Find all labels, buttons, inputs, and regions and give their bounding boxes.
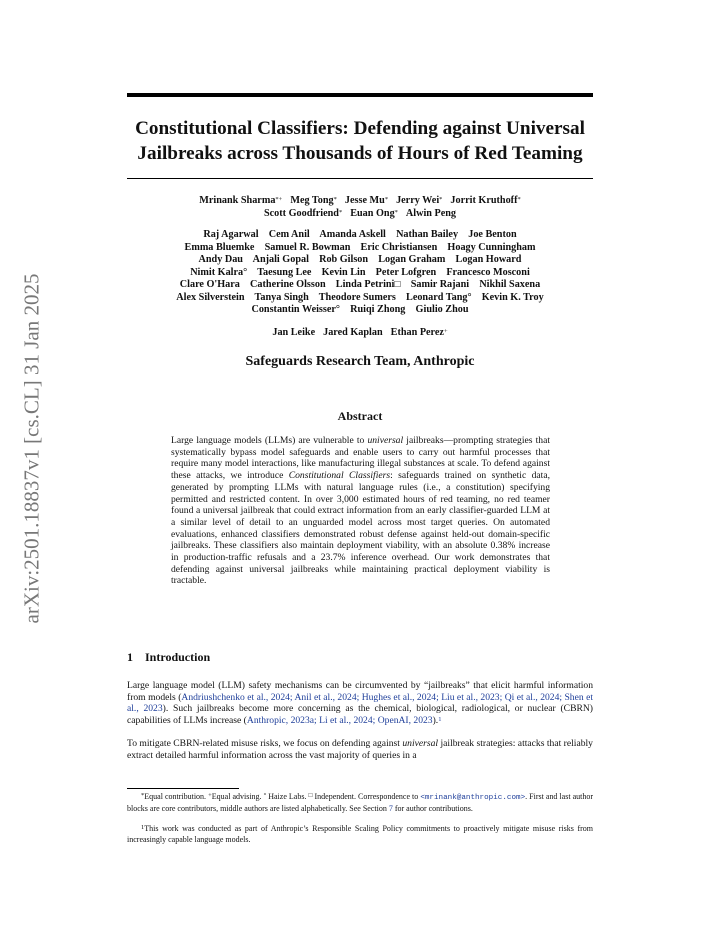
paper-title — [127, 116, 593, 166]
section-heading — [127, 650, 210, 665]
author-name: Jorrit Kruthoff* — [450, 195, 521, 206]
title-line-2: Jailbreaks across Thousands of Hours of Red Teaming — [137, 143, 583, 164]
intro-paragraph-2: To mitigate CBRN-related misuse risks, we focus on defending against universal jailbreak strategies: attacks that reliably extract detailed harmful information across the vast majority of queries in a — [127, 738, 593, 761]
affiliation-mark: * — [394, 208, 398, 216]
author-block-2 — [127, 229, 593, 317]
author-name: Jerry Wei* — [396, 195, 443, 206]
author-line: Raj Agarwal Cem Anil Amanda Askell Nathan Bailey Joe Benton — [203, 229, 517, 240]
affiliation-mark: *+ — [275, 196, 283, 203]
author-line: Constantin Weisser° Ruiqi Zhong Giulio Zhou — [251, 304, 469, 315]
author-line: Alex Silverstein Tanya Singh Theodore Sumers Leonard Tang° Kevin K. Troy — [176, 291, 544, 303]
section-title: Introduction — [145, 650, 211, 664]
author-line: Nimit Kalra° Taesung Lee Kevin Lin Peter Lofgren Francesco Mosconi — [190, 266, 530, 278]
author-block-3 — [127, 327, 593, 340]
affiliation-mark: * — [333, 196, 337, 203]
author-line: Clare O'Hara Catherine Olsson Linda Petrini□ Samir Rajani Nikhil Saxena — [179, 279, 541, 290]
author-block-1 — [127, 195, 593, 220]
author-line: Andy Dau Anjali Gopal Rob Gilson Logan Graham Logan Howard — [198, 254, 522, 265]
author-line — [127, 208, 593, 221]
affiliation-mark: * — [338, 208, 343, 216]
footnote-rule — [127, 788, 239, 789]
author-name: Meg Tong* — [290, 195, 337, 206]
affiliation-mark: * — [517, 196, 521, 203]
footnote-1: $^1$This work was conducted as part of Anthropic’s Responsible Scaling Policy commitments to proactively mitigate misuse risks from increasingly capable language models. — [127, 824, 593, 844]
affiliation-mark: * — [384, 196, 389, 203]
author-line — [127, 195, 593, 208]
abstract-body: Large language models (LLMs) are vulnerable to universal jailbreaks—prompting strategies that systematically bypass model safeguards and enable users to carry out harmful processes that require many model interactions, like manufacturing illegal substances at scale. To defend against these attacks, we introduce Constitutional Classifiers: safeguards trained on synthetic data, generated by prompting LLMs with natural language rules (i.e., a constitution) specifying permitted and restricted content. In over 3,000 estimated hours of red teaming, no red teamer found a universal jailbreak that could extract information from an early classifier-guarded LLM at a similar level of detail to an unguarded model across most target queries. On automated evaluations, enhanced classifiers demonstrated robust defense against held-out domain-specific jailbreaks. These classifiers also maintain deployment viability, with an absolute 0.38% increase in production-traffic refusals and a 23.7% inference overhead. Our work demonstrates that defending against universal jailbreaks while maintaining practical deployment viability is tractable. — [171, 435, 550, 587]
author-name: Scott Goodfriend* — [263, 207, 343, 219]
author-name: Jan Leike — [272, 327, 316, 338]
intro-paragraph-1: Large language model (LLM) safety mechanisms can be circumvented by “jailbreaks” that elicit harmful information from models (Andriushchenko et al., 2024; Anil et al., 2024; Hughes et al., 2024; Liu et al., 2023; Qi et al., 2024; Shen et al., 2023). Such jailbreaks become more concerning as the chemical, biological, radiological, or nuclear (CBRN) capabilities of LLMs increase (Anthropic, 2023a; Li et al., 2024; OpenAI, 2023).$^1$ — [127, 680, 593, 727]
abstract-heading: Abstract — [337, 409, 383, 423]
author-name: Mrinank Sharma*+ — [199, 195, 283, 206]
title-top-rule — [127, 93, 593, 97]
footnote-marker[interactable]: 1 — [438, 716, 442, 724]
author-name: Jesse Mu* — [344, 195, 389, 206]
title-bottom-rule — [127, 178, 593, 179]
title-line-1: Constitutional Classifiers: Defending against Universal — [135, 118, 585, 139]
section-link[interactable]: 7 — [388, 803, 393, 813]
author-name: Alwin Peng — [405, 207, 457, 219]
footnote-contributions: *Equal contribution. +Equal advising. ° Haize Labs. □ Independent. Correspondence to <mrinank@anthropic.com>. First and last author blocks are core contributors, middle authors are listed alphabetically. See Section 7 for author contributions. — [127, 792, 594, 813]
affiliation-mark: + — [443, 328, 448, 335]
citation-link[interactable]: Andriushchenko et al., 2024; Anil et al., 2024; Hughes et al., 2024; Liu et al., 2023; Qi et al., 2024; Shen et al., 2023 — [127, 691, 593, 715]
author-line: Emma Bluemke Samuel R. Bowman Eric Christiansen Hoagy Cunningham — [184, 241, 536, 253]
arxiv-stamp: arXiv:2501.18837v1 [cs.CL] 31 Jan 2025 — [19, 273, 44, 624]
citation-link[interactable]: Anthropic, 2023a; Li et al., 2024; OpenAI, 2023 — [246, 715, 433, 727]
section-number: 1 — [127, 650, 133, 664]
author-name: Jared Kaplan — [323, 327, 383, 338]
team-affiliation: Safeguards Research Team, Anthropic — [245, 354, 475, 369]
affiliation-mark: * — [439, 196, 443, 203]
author-name: Ethan Perez+ — [390, 327, 448, 338]
author-name: Euan Ong* — [350, 207, 398, 219]
email-link[interactable]: <mrinank@anthropic.com> — [420, 794, 526, 802]
